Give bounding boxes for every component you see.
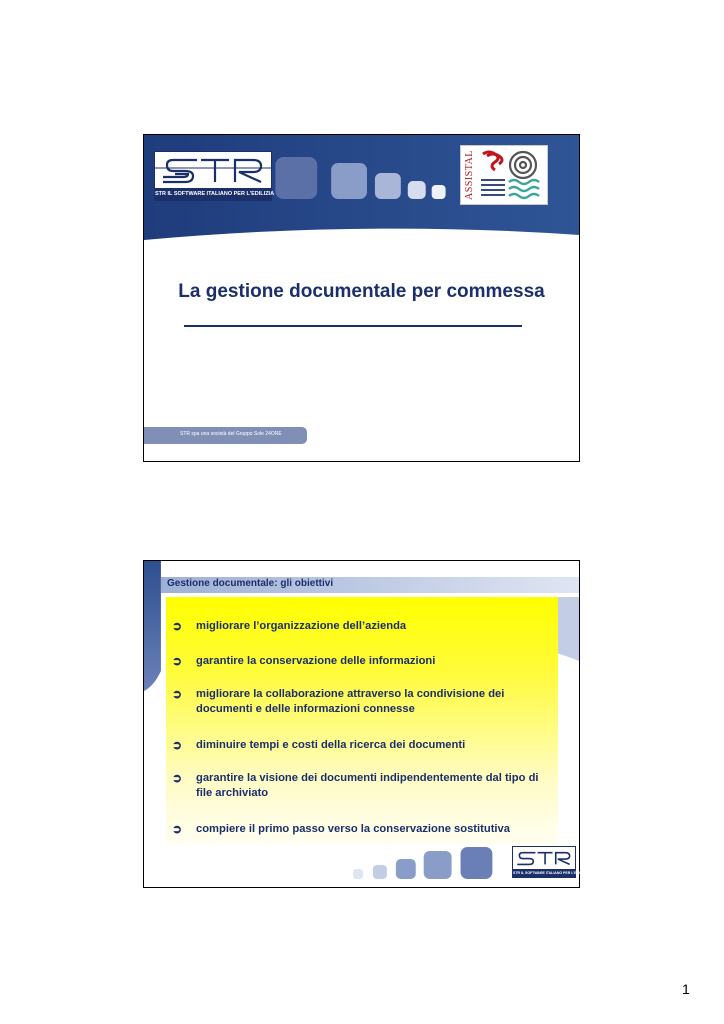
decorative-squares-bottom — [353, 847, 492, 879]
list-item-text: diminuire tempi e costi della ricerca dei documenti — [196, 739, 466, 751]
circled-arrow-icon: ➲ — [172, 822, 183, 836]
str-logo-small-caption: STR IL SOFTWARE ITALIANO PER L'EDILIZIA — [513, 871, 589, 875]
circled-arrow-icon: ➲ — [172, 771, 183, 785]
footer-text: STR spa una società del Gruppo Sole 24ORE — [180, 431, 282, 437]
circled-arrow-icon: ➲ — [172, 619, 183, 633]
objectives-panel — [166, 597, 558, 845]
list-item-text: migliorare l’organizzazione dell’azienda — [196, 620, 407, 632]
title-underline — [184, 325, 522, 327]
circled-arrow-icon: ➲ — [172, 654, 183, 668]
str-logo-mark — [155, 152, 271, 188]
str-logo-small — [512, 846, 589, 878]
str-logo-small-mark — [513, 847, 575, 869]
page-number: 1 — [682, 981, 690, 997]
str-logo — [154, 151, 275, 201]
title-slide — [143, 134, 580, 462]
list-item-text: migliorare la collaborazione attraverso la condivisione dei documenti e delle informazioni connesse — [196, 688, 505, 715]
assistal-logo-word: ASSISTAL — [464, 150, 475, 200]
circled-arrow-icon: ➲ — [172, 738, 183, 752]
list-item-text: compiere il primo passo verso la conservazione sostitutiva — [196, 823, 510, 835]
assistal-logo — [460, 145, 548, 205]
assistal-logo-mark — [461, 146, 547, 204]
objectives-slide — [143, 560, 589, 888]
slide-title: La gestione documentale per commessa — [178, 281, 545, 302]
str-logo-caption: STR IL SOFTWARE ITALIANO PER L'EDILIZIA — [155, 188, 271, 200]
list-item-text: garantire la visione dei documenti indipendentemente dal tipo di file archiviato — [196, 772, 539, 799]
circled-arrow-icon: ➲ — [172, 687, 183, 701]
slide-heading: Gestione documentale: gli obiettivi — [167, 578, 334, 589]
list-item-text: garantire la conservazione delle informazioni — [196, 655, 436, 667]
